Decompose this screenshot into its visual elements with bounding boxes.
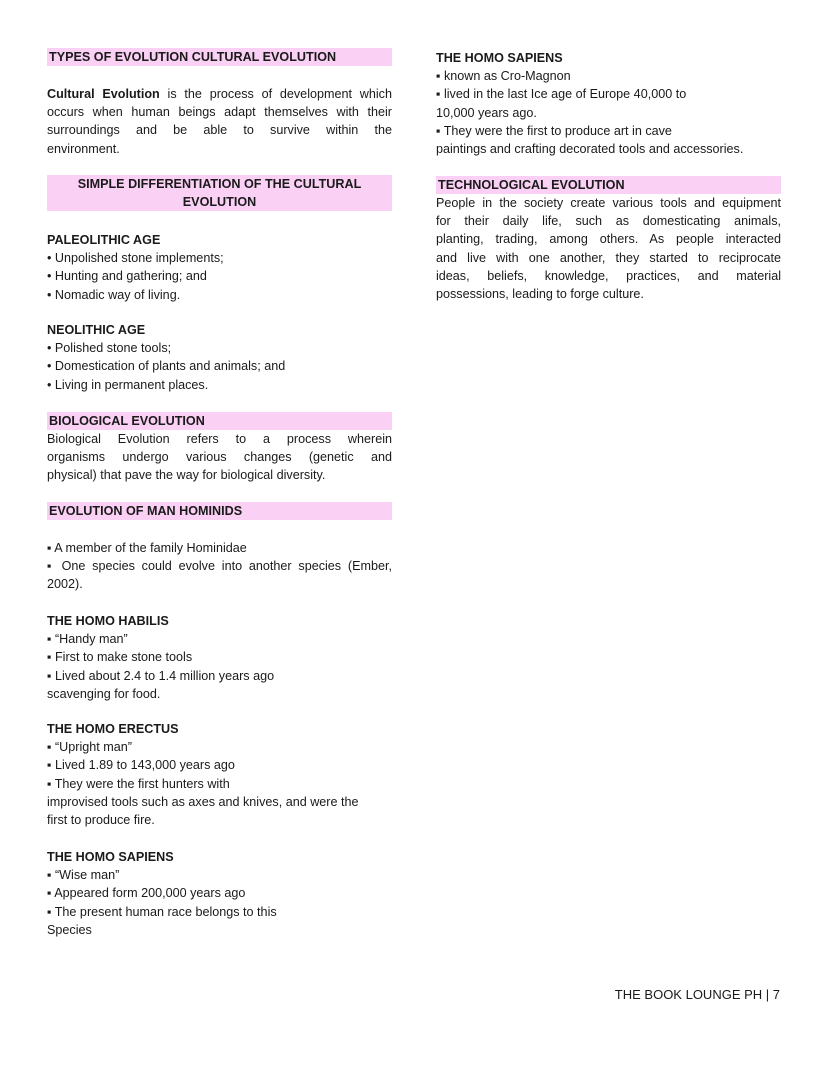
section-header-text: BIOLOGICAL EVOLUTION bbox=[49, 414, 205, 428]
section-header-text: EVOLUTION OF MAN HOMINIDS bbox=[49, 504, 243, 518]
biological-evolution-definition bbox=[47, 430, 392, 485]
section-header-text: EVOLUTION bbox=[182, 195, 257, 210]
text-line: and live with one another, they started to reciprocate bbox=[436, 250, 781, 265]
subheading: THE HOMO SAPIENS bbox=[47, 850, 174, 864]
technological-evolution-definition bbox=[436, 194, 781, 303]
text-line: ▪ First to make stone tools bbox=[47, 650, 193, 665]
text-line: surroundings and be able to survive within the bbox=[47, 123, 392, 138]
text-line: physical) that pave the way for biological diversity. bbox=[47, 468, 326, 483]
section-header-evolution-of-man bbox=[47, 502, 392, 520]
homo-erectus bbox=[47, 720, 392, 829]
text-line: ▪ Lived 1.89 to 143,000 years ago bbox=[47, 758, 235, 773]
text-line: 2002). bbox=[47, 577, 83, 592]
text-line: ▪ “Handy man” bbox=[47, 632, 128, 647]
subheading: PALEOLITHIC AGE bbox=[47, 233, 161, 247]
homo-sapiens-left bbox=[47, 848, 392, 939]
neolithic-age bbox=[47, 321, 392, 394]
text-line: • Polished stone tools; bbox=[47, 341, 172, 356]
text-line: possessions, leading to forge culture. bbox=[436, 286, 644, 301]
text-line: • Domestication of plants and animals; and bbox=[47, 359, 286, 374]
section-header-technological-evolution bbox=[436, 176, 781, 194]
text-line: paintings and crafting decorated tools and accessories. bbox=[436, 141, 744, 156]
page-footer: THE BOOK LOUNGE PH | 7 bbox=[614, 987, 780, 1002]
subheading: NEOLITHIC AGE bbox=[47, 323, 146, 337]
text-line: for their daily life, such as domesticating animals, bbox=[436, 214, 781, 229]
text-line: first to produce fire. bbox=[47, 812, 155, 827]
text-line: environment. bbox=[47, 141, 120, 156]
text-line: Biological Evolution refers to a process wherein bbox=[47, 432, 392, 446]
text-line: • Hunting and gathering; and bbox=[47, 269, 207, 284]
text-line: 10,000 years ago. bbox=[436, 105, 537, 120]
text-line: ▪ lived in the last Ice age of Europe 40,000 to bbox=[436, 87, 687, 102]
text-line: • Living in permanent places. bbox=[47, 377, 209, 392]
section-header-text: TYPES OF EVOLUTION CULTURAL EVOLUTION bbox=[49, 50, 337, 64]
text-line: planting, trading, among others. As people interacted bbox=[436, 232, 781, 247]
text-line: ▪ They were the first hunters with bbox=[47, 776, 230, 791]
section-header-text: TECHNOLOGICAL EVOLUTION bbox=[438, 178, 625, 192]
text-line: ▪ “Upright man” bbox=[47, 740, 132, 755]
text-line: scavenging for food. bbox=[47, 686, 161, 701]
section-header-text: SIMPLE DIFFERENTIATION OF THE CULTURAL bbox=[77, 177, 362, 191]
text-line: occurs when human beings adapt themselves with their bbox=[47, 105, 392, 120]
section-header-biological-evolution bbox=[47, 412, 392, 430]
text-line: • Nomadic way of living. bbox=[47, 287, 181, 302]
section-header-types-of-evolution bbox=[47, 48, 392, 66]
section-header-simple-differentiation bbox=[47, 175, 392, 211]
homo-habilis bbox=[47, 612, 392, 703]
text-line: organisms undergo various changes (genetic and bbox=[47, 450, 392, 465]
subheading: THE HOMO HABILIS bbox=[47, 614, 169, 628]
bold-term: Cultural Evolution bbox=[47, 87, 160, 101]
text-line: ▪ The present human race belongs to this bbox=[47, 904, 277, 919]
text-line: improvised tools such as axes and knives, and were the bbox=[47, 794, 359, 809]
text-line: ▪ Appeared form 200,000 years ago bbox=[47, 886, 246, 901]
text-line: People in the society create various tools and equipment bbox=[436, 196, 781, 210]
text-line bbox=[47, 85, 392, 103]
subheading: THE HOMO SAPIENS bbox=[436, 51, 563, 65]
hominids-bullets bbox=[47, 539, 392, 594]
text-line: ideas, beliefs, knowledge, practices, and material bbox=[436, 268, 781, 283]
text-line: ▪ A member of the family Hominidae bbox=[47, 541, 247, 555]
subheading: THE HOMO ERECTUS bbox=[47, 722, 179, 736]
text-line-content: is the process of development which bbox=[159, 87, 392, 101]
text-line: Species bbox=[47, 922, 92, 937]
homo-sapiens-right bbox=[436, 49, 781, 158]
text-line: ▪ One species could evolve into another species (Ember, bbox=[47, 559, 392, 574]
paleolithic-age bbox=[47, 231, 392, 304]
text-line: ▪ “Wise man” bbox=[47, 868, 120, 883]
cultural-evolution-definition bbox=[47, 85, 392, 158]
text-line: ▪ known as Cro-Magnon bbox=[436, 69, 571, 84]
text-line: ▪ They were the first to produce art in cave bbox=[436, 123, 672, 138]
text-line: • Unpolished stone implements; bbox=[47, 251, 224, 266]
text-line: ▪ Lived about 2.4 to 1.4 million years ago bbox=[47, 668, 275, 683]
